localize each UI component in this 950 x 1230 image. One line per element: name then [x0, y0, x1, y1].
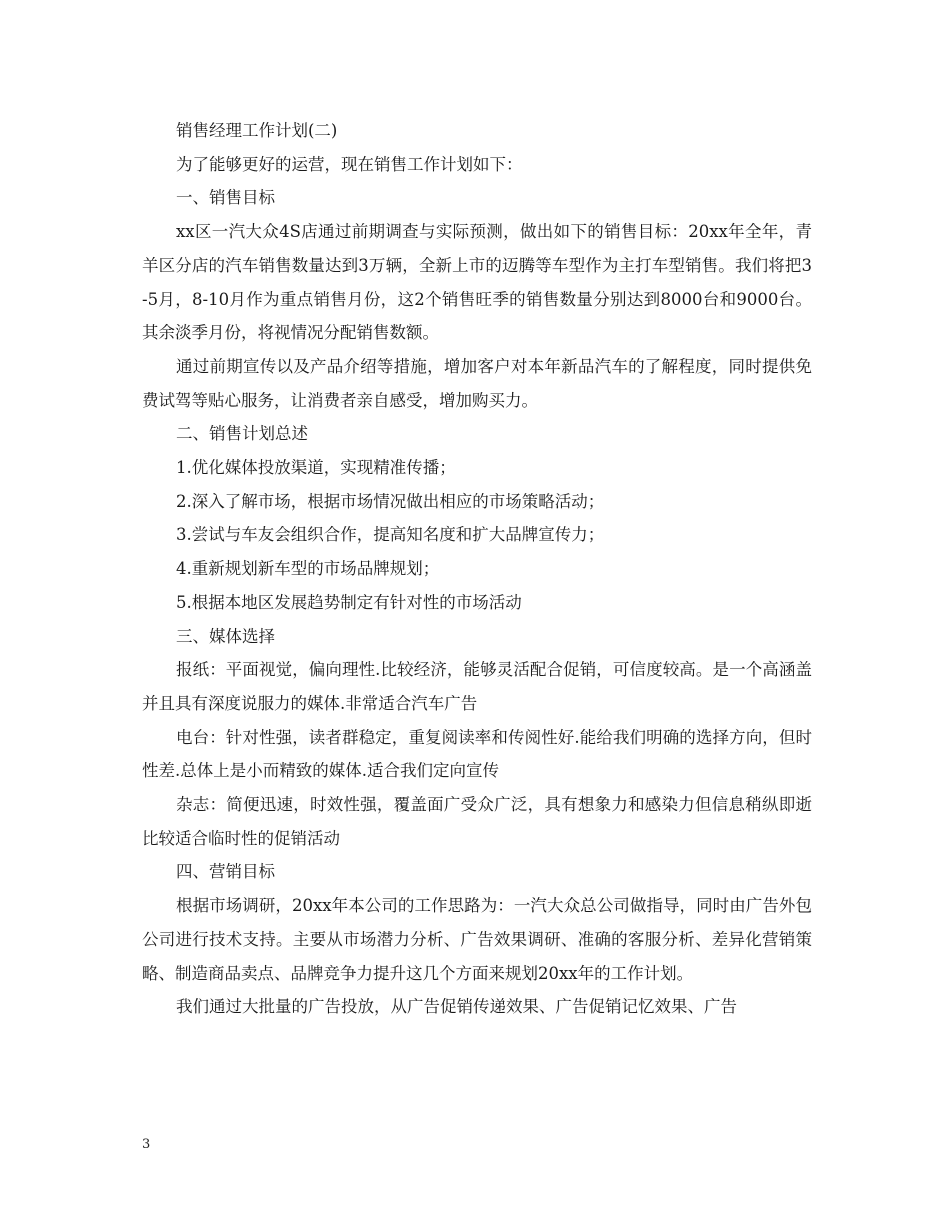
- promotion-paragraph: 通过前期宣传以及产品介绍等措施，增加客户对本年新品汽车的了解程度，同时提供免费试驾等贴心服务，让消费者亲自感受，增加购买力。: [142, 356, 812, 410]
- intro-paragraph: 为了能够更好的运营，现在销售工作计划如下：: [176, 154, 523, 174]
- media-magazine-paragraph: 杂志：简便迅速，时效性强，覆盖面广受众广泛，具有想象力和感染力但信息稍纵即逝比较适合临时性的促销活动: [142, 795, 812, 848]
- section-heading-marketing-target: 四、营销目标: [176, 862, 275, 882]
- section-heading-sales-target: 一、销售目标: [176, 188, 275, 208]
- sales-target-paragraph: xx区一汽大众4S店通过前期调查与实际预测，做出如下的销售目标：20xx年全年，青羊区分店的汽车销售数量达到3万辆，全新上市的迈腾等车型作为主打车型销售。我们将把3-5月，8-10月作为重点销售月份，这2个销售旺季的销售数量分别达到8000台和9000台。其余淡季月份，将视情况分配销售数额。: [142, 222, 812, 343]
- plan-item-3: 3.尝试与车友会组织合作，提高知名度和扩大品牌宣传力；: [176, 525, 605, 545]
- document-body: [142, 114, 812, 1024]
- section-heading-media: 三、媒体选择: [176, 626, 275, 646]
- page-number: 3: [142, 1137, 151, 1152]
- media-newspaper-paragraph: 报纸：平面视觉，偏向理性.比较经济，能够灵活配合促销，可信度较高。是一个高涵盖并且具有深度说服力的媒体.非常适合汽车广告: [142, 660, 812, 713]
- plan-item-5: 5.根据本地区发展趋势制定有针对性的市场活动: [176, 592, 522, 612]
- media-radio-paragraph: 电台：针对性强，读者群稳定，重复阅读率和传阅性好.能给我们明确的选择方向，但时性差.总体上是小而精致的媒体.适合我们定向宣传: [142, 727, 812, 781]
- section-heading-plan-overview: 二、销售计划总述: [176, 424, 308, 444]
- document-title: 销售经理工作计划(二): [176, 121, 338, 140]
- marketing-target-paragraph: 根据市场调研，20xx年本公司的工作思路为：一汽大众总公司做指导，同时由广告外包公司进行技术支持。主要从市场潜力分析、广告效果调研、准确的客服分析、差异化营销策略、制造商品卖点、品牌竞争力提升这几个方面来规划20xx年的工作计划。: [142, 896, 812, 983]
- plan-item-4: 4.重新规划新车型的市场品牌规划；: [176, 559, 440, 579]
- plan-item-1: 1.优化媒体投放渠道，实现精准传播；: [176, 458, 456, 478]
- advertising-paragraph: 我们通过大批量的广告投放，从广告促销传递效果、广告促销记忆效果、广告: [176, 997, 737, 1017]
- plan-item-2: 2.深入了解市场，根据市场情况做出相应的市场策略活动；: [176, 491, 605, 511]
